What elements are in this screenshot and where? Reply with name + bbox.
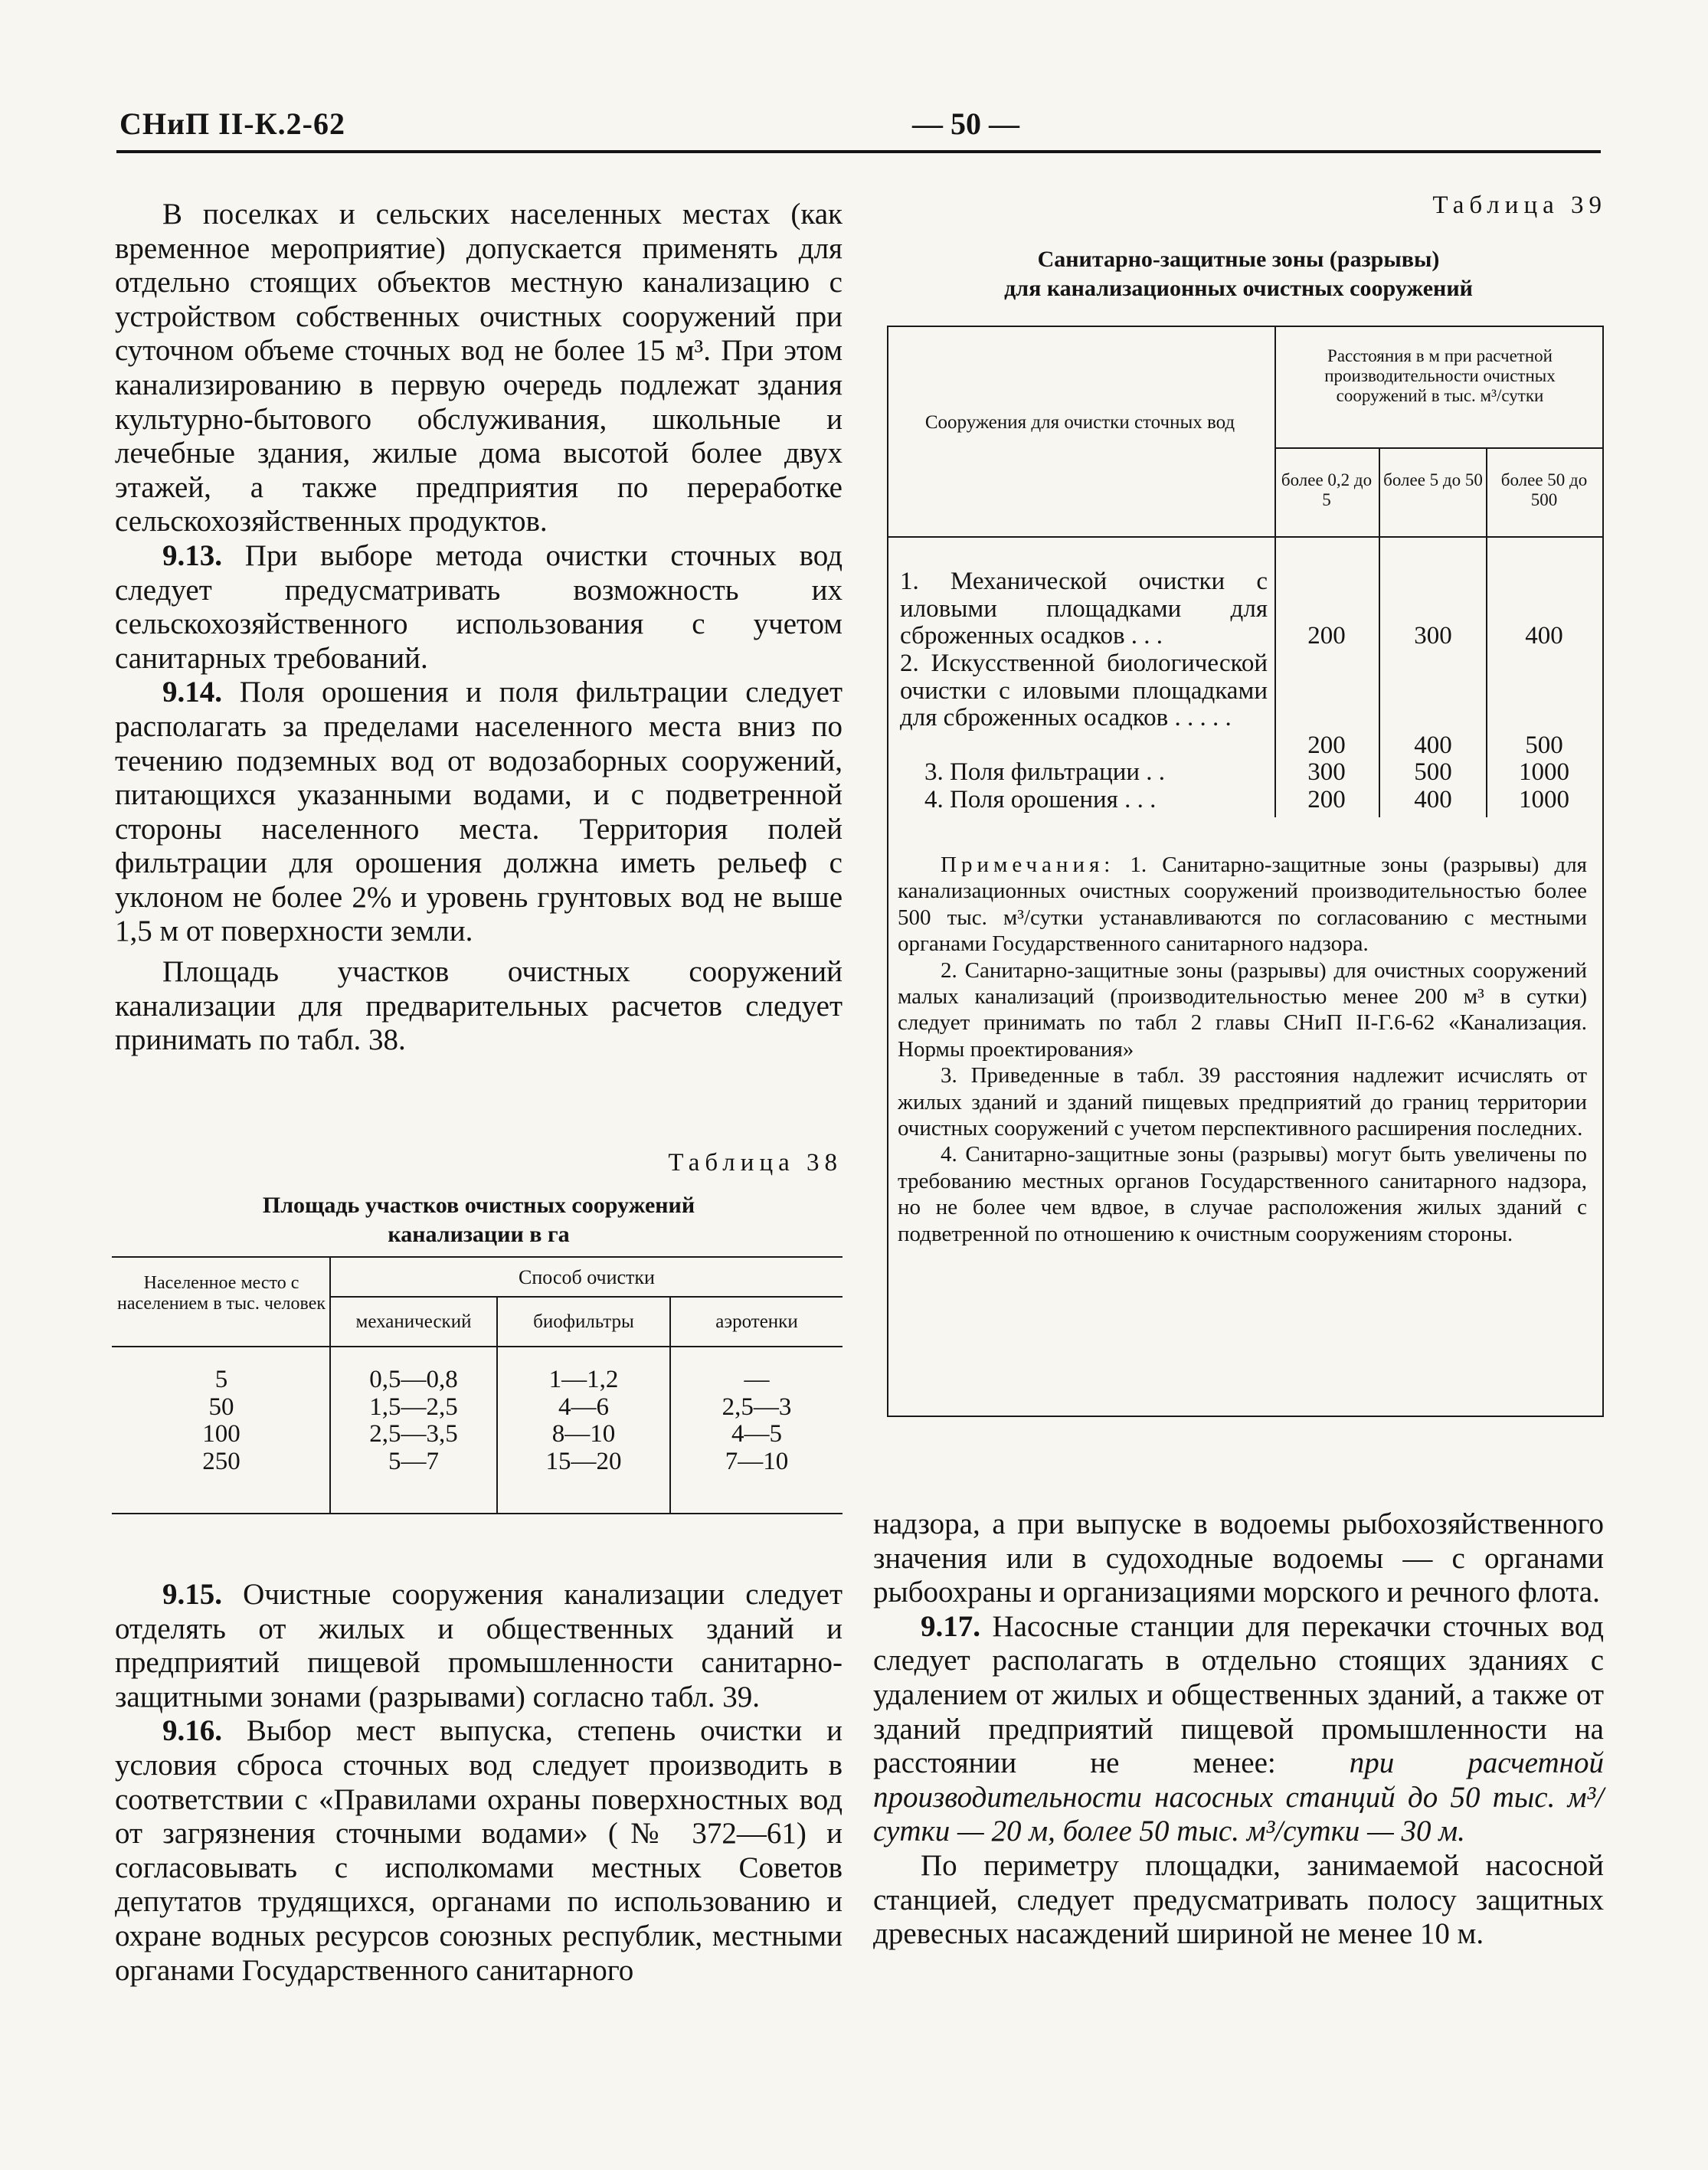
table-39-title: Санитарно-защитные зоны (разрывы) для канализационных очистных сооружений <box>1004 247 1473 301</box>
note-3: 3. Приведенные в табл. 39 расстояния надлежит исчислять от жилых зданий и зданий пищевых предприятий до границ территории очистных сооружений с учетом перспективного расширения последних. <box>898 1063 1587 1141</box>
table-rule <box>1274 447 1604 449</box>
page-number: — 50 — <box>912 106 1019 141</box>
paragraph-perimeter: По периметру площадки, занимаемой насосной станцией, следует предусматривать полосу защитных древесных насаждений шириной не менее 10 м. <box>873 1848 1604 1951</box>
table-cell: 500 <box>1525 732 1563 759</box>
table-cell: 500 <box>1414 758 1452 786</box>
table-cell: 15—20 <box>545 1447 622 1475</box>
table-cell: 0,5—0,8 <box>369 1366 458 1393</box>
table-cell: 100 <box>202 1420 240 1448</box>
table-39-notes <box>898 852 1587 1247</box>
table-rule <box>112 1513 843 1514</box>
table-cell: 8—10 <box>551 1420 616 1448</box>
table-cell: 4—5 <box>731 1420 782 1448</box>
table-cell: 50 <box>208 1393 234 1421</box>
paragraph-9-16 <box>115 1714 843 1988</box>
table-38-caption: Таблица 38 <box>668 1149 843 1177</box>
paragraph-continuation: надзора, а при выпуске в водоемы рыбохозяйственного значения или в судоходные водоемы — с органами рыбоохраны и организациями морского и речного флота. <box>873 1507 1604 1609</box>
col-header-facility: Сооружения для очистки сточных вод <box>924 412 1235 433</box>
table-cell: 200 <box>1307 622 1346 650</box>
table-cell: 2,5—3,5 <box>369 1420 458 1448</box>
table-rule <box>887 536 1604 538</box>
right-column-bottom <box>873 1507 1604 1952</box>
table-38-col-biofilters <box>498 1366 669 1475</box>
table-cell: 250 <box>202 1447 240 1475</box>
table-cell: 300 <box>1307 758 1346 786</box>
clause-text: При выборе метода очистки сточных вод следует предусматривать возможность их сельскохозяйственного использования с учетом санитарных требований. <box>115 538 843 675</box>
table-cell: 5 <box>214 1366 228 1393</box>
table-cell: 2,5—3 <box>721 1393 792 1421</box>
table-row-4-label: 4. Поля орошения . . . <box>924 786 1157 813</box>
table-cell: — <box>744 1366 770 1393</box>
col-header-5-to-50: более 5 до 50 <box>1383 470 1483 489</box>
table-rule <box>887 1416 1604 1417</box>
table-cell: 1000 <box>1519 786 1569 813</box>
note-1: Примечания: 1. Санитарно-защитные зоны (разрывы) для канализационных очистных сооружений производительностью более 500 тыс. м³/сутки устанавливаются по согласованию с местными органами Государственного санитарного надзора. <box>898 853 1588 957</box>
note-4: 4. Санитарно-защитные зоны (разрывы) могут быть увеличены по требованию местных органов Государственного санитарного надзора, но не более чем вдвое, в случае расположения жилых зданий с подветренной по отношению к очистным сооружениям стороны. <box>898 1142 1587 1246</box>
group-header-method: Способ очистки <box>519 1266 655 1288</box>
col-header-0-2-to-5: более 0,2 до 5 <box>1281 470 1373 509</box>
clause-number: 9.16. <box>162 1714 222 1748</box>
col-header-settlement: Населенное место с населением в тыс. человек <box>116 1273 326 1314</box>
clause-number: 9.13. <box>162 538 222 572</box>
left-column-top <box>115 198 843 1058</box>
table-cell: 400 <box>1414 732 1452 759</box>
col-header-mechanical: механический <box>355 1311 472 1332</box>
clause-text: Поля орошения и поля фильтрации следует располагать за пределами населенного места вниз по течению подземных вод от водозаборных сооружений, питающихся указанными водами, и с подветренной стороны населенного места. Территория полей фильтрации для орошения должна иметь рельеф с уклоном не более 2% и уровень грунтовых вод не выше 1,5 м от поверхности земли. <box>115 676 843 948</box>
table-cell: 400 <box>1414 786 1452 813</box>
col-header-aerotanks: аэротенки <box>715 1311 798 1332</box>
table-cell: 1000 <box>1519 758 1569 786</box>
table-rule <box>112 1256 843 1258</box>
table-38-title: Площадь участков очистных сооружений канализации в га <box>262 1193 695 1247</box>
header-rule <box>116 150 1601 153</box>
table-rule <box>887 326 888 1417</box>
table-row-2-label: 2. Искусственной биологической очистки с иловыми площадками для сброженных осадков . . . . . <box>900 650 1268 732</box>
table-cell: 4—6 <box>558 1393 609 1421</box>
table-38-col-population <box>115 1366 328 1475</box>
left-column-bottom <box>115 1578 843 1988</box>
table-cell: 1—1,2 <box>548 1366 619 1393</box>
table-rule <box>887 326 1604 327</box>
table-row-3-label: 3. Поля фильтрации . . <box>924 758 1166 786</box>
table-cell: 300 <box>1414 622 1452 650</box>
table-cell: 200 <box>1307 732 1346 759</box>
table-rule <box>1602 326 1604 1417</box>
col-header-50-to-500: более 50 до 500 <box>1500 470 1588 509</box>
group-header-distance: Расстояния в м при расчетной производительности очистных сооружений в тыс. м³/сутки <box>1324 346 1556 405</box>
table-cell: 1,5—2,5 <box>369 1393 458 1421</box>
paragraph-9-17: 9.17. Насосные станции для перекачки сточных вод следует располагать в отдельно стоящих зданиях с удалением от жилых и общественных зданий, а также от зданий предприятий пищевой промышленности на расстоянии не менее: при расчетной производительности насосных станций до 50 тыс. м³/сутки — 20 м, более 50 тыс. м³/сутки — 30 м. <box>873 1609 1605 1848</box>
clause-number: 9.17. <box>921 1609 980 1643</box>
table-39-caption: Таблица 39 <box>1432 191 1607 219</box>
paragraph-area: Площадь участков очистных сооружений канализации для предварительных расчетов следует принимать по табл. 38. <box>115 955 843 1057</box>
clause-number: 9.14. <box>162 676 222 709</box>
table-cell: 400 <box>1525 622 1563 650</box>
table-rule <box>112 1346 843 1347</box>
running-header <box>119 106 1598 152</box>
clause-text: Выбор мест выпуска, степень очистки и условия сброса сточных вод следует производить в соответствии с «Правилами охраны поверхностных вод от загрязнения сточными водами» (№ 372—61) и согласовывать с исполкомами местных Советов депутатов трудящихся, органами по использованию и охране водных ресурсов союзных республик, местными органами Государственного санитарного <box>115 1714 843 1987</box>
table-row-1-label: 1. Механической очистки с иловыми площадками для сброженных осадков . . . <box>900 568 1268 650</box>
table-cell: 200 <box>1307 786 1346 813</box>
clause-text: Очистные сооружения канализации следует отделять от жилых и общественных зданий и предприятий пищевой промышленности санитарно-защитными зонами (разрывами) согласно табл. 39. <box>115 1578 843 1713</box>
table-cell: 7—10 <box>725 1447 789 1475</box>
paragraph-9-15 <box>115 1578 843 1714</box>
paragraph-settlements: В поселках и сельских населенных местах (как временное мероприятие) допускается применять для отдельно стоящих объектов местную канализацию с устройством собственных очистных сооружений при суточном объеме сточных вод не более 15 м³. При этом канализированию в первую очередь подлежат здания культурно-бытового обслуживания, школьные и лечебные здания, жилые дома высотой более двух этажей, а также предприятия по переработке сельскохозяйственных продуктов. <box>115 198 843 538</box>
paragraph-9-13 <box>115 539 843 676</box>
col-header-biofilters: биофильтры <box>533 1311 634 1332</box>
clause-number: 9.15. <box>162 1578 222 1611</box>
paragraph-9-14 <box>115 676 843 949</box>
notes-label: Примечания: <box>941 853 1115 877</box>
table-rule <box>329 1296 843 1298</box>
note-2: 2. Санитарно-защитные зоны (разрывы) для очистных сооружений малых канализаций (производительностью менее 200 м³ в сутки) следует принимать по табл 2 главы СНиП II-Г.6-62 «Канализация. Нормы проектирования» <box>898 957 1587 1062</box>
table-cell: 5—7 <box>388 1447 439 1475</box>
table-38-col-mechanical <box>331 1366 496 1475</box>
document-code: СНиП II-К.2-62 <box>119 106 345 141</box>
table-38-col-aerotanks <box>671 1366 843 1475</box>
